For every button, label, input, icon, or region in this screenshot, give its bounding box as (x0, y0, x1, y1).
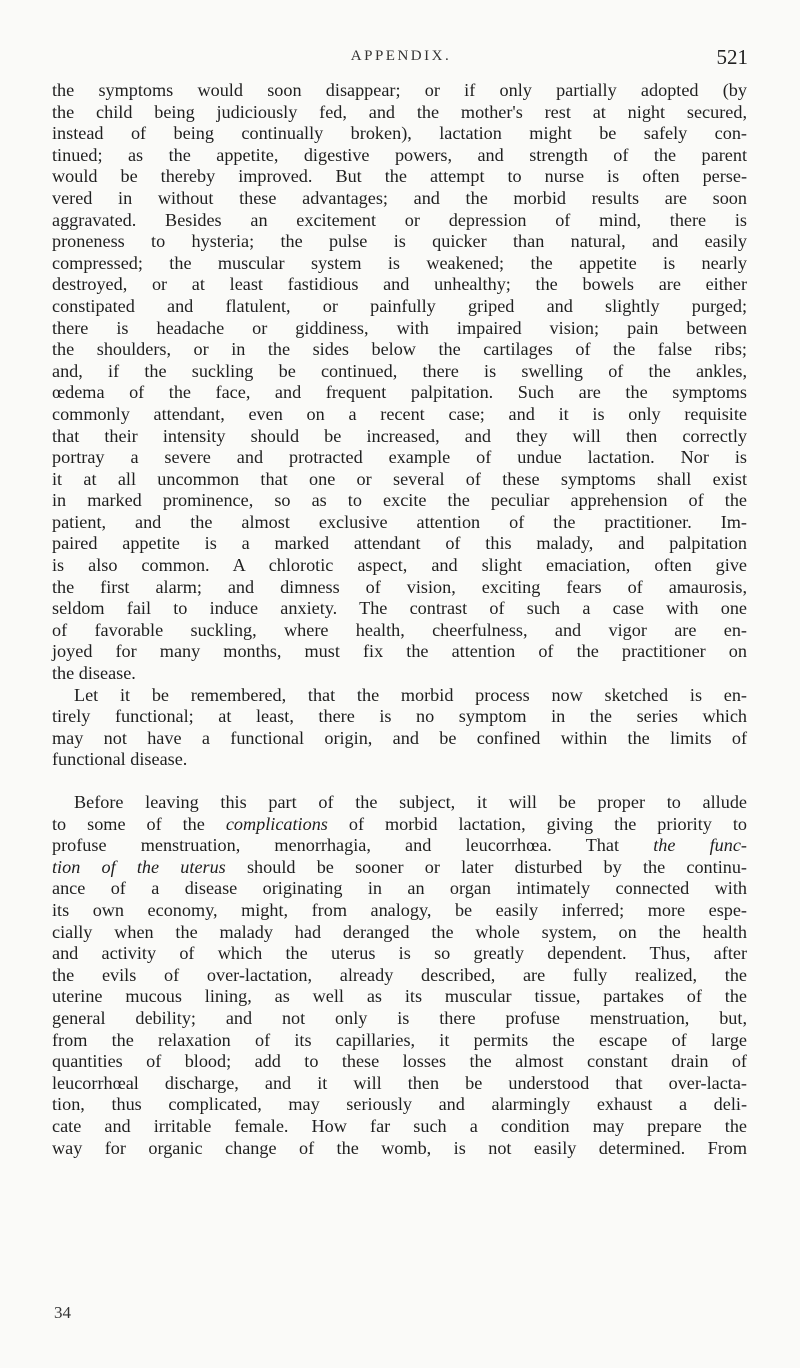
page-header (54, 45, 748, 74)
paragraph-2 (52, 685, 747, 771)
text-line: profuse menstruation, menorrhagia, and leucorrhœa. That the func- (52, 835, 747, 856)
text-line: ance of a disease originating in an organ intimately connected with (52, 878, 747, 899)
text-line: there is headache or giddiness, with impaired vision; pain between (52, 317, 747, 338)
text-line: general debility; and not only is there profuse menstruation, but, (52, 1007, 747, 1028)
text-line: is also common. A chlorotic aspect, and slight emaciation, often give (52, 555, 747, 576)
text-line: the first alarm; and dimness of vision, exciting fears of amaurosis, (52, 576, 747, 597)
text-line: quantities of blood; add to these losses the almost constant drain of (52, 1051, 747, 1072)
text-line: the evils of over-lactation, already described, are fully realized, the (52, 964, 747, 985)
text-line: and activity of which the uterus is so greatly dependent. Thus, after (52, 943, 747, 964)
emphasis: complications (225, 813, 328, 834)
text-line: would be thereby improved. But the attempt to nurse is often perse- (52, 166, 747, 187)
text-line: cate and irritable female. How far such a condition may prepare the (52, 1115, 747, 1136)
text-line: portray a severe and protracted example of undue lactation. Nor is (52, 447, 747, 468)
text-line: patient, and the almost exclusive attention of the practitioner. Im- (52, 511, 747, 532)
text-line: leucorrhœal discharge, and it will then be understood that over-lacta- (52, 1072, 747, 1093)
text-line: way for organic change of the womb, is not easily determined. From (52, 1137, 747, 1158)
text-line: the child being judiciously fed, and the mother's rest at night secured, (52, 101, 747, 122)
text-line: cially when the malady had deranged the whole system, on the health (52, 921, 747, 942)
text-line: it at all uncommon that one or several of these symptoms shall exist (52, 468, 747, 489)
text-line: compressed; the muscular system is weakened; the appetite is nearly (52, 252, 747, 273)
text-line: tinued; as the appetite, digestive powers, and strength of the parent (52, 144, 747, 165)
text-line: aggravated. Besides an excitement or depression of mind, there is (52, 209, 747, 230)
text-line: the shoulders, or in the sides below the cartilages of the false ribs; (52, 339, 747, 360)
page-number: 521 (716, 45, 748, 69)
text-line: seldom fail to induce anxiety. The contrast of such a case with one (52, 598, 747, 619)
emphasis: the func- (653, 835, 747, 856)
emphasis: tion of the uterus (52, 856, 226, 877)
running-head: APPENDIX. (350, 48, 452, 64)
text-line: Let it be remembered, that the morbid process now sketched is en- (74, 684, 747, 705)
text-line: tirely functional; at least, there is no symptom in the series which (52, 706, 747, 727)
text-line: uterine mucous lining, as well as its muscular tissue, partakes of the (52, 986, 747, 1007)
text-line: commonly attendant, even on a recent case; and it is only requisite (52, 403, 747, 424)
text-line: tion, thus complicated, may seriously and alarmingly exhaust a deli- (52, 1094, 747, 1115)
signature-mark: 34 (54, 1303, 71, 1322)
text-line: of favorable suckling, where health, cheerfulness, and vigor are en- (52, 619, 747, 640)
text-line: proneness to hysteria; the pulse is quicker than natural, and easily (52, 231, 747, 252)
text-line: instead of being continually broken), lactation might be safely con- (52, 123, 747, 144)
text-line: functional disease. (52, 749, 188, 770)
paragraph-gap (52, 771, 747, 792)
text-line: that their intensity should be increased, and they will then correctly (52, 425, 747, 446)
paragraph-3 (52, 792, 747, 1159)
body-text (52, 80, 747, 1159)
text-line: constipated and flatulent, or painfully griped and slightly purged; (52, 295, 747, 316)
text-line: Before leaving this part of the subject, it will be proper to allude (74, 792, 747, 812)
paragraph-1 (52, 80, 747, 685)
text-line: the symptoms would soon disappear; or if only partially adopted (by (52, 80, 747, 100)
text-line: from the relaxation of its capillaries, it permits the escape of large (52, 1029, 747, 1050)
text-line: tion of the uterus should be sooner or later disturbed by the continu- (52, 856, 747, 877)
text-line: vered in without these advantages; and the morbid results are soon (52, 187, 747, 208)
text-line: the disease. (52, 663, 136, 684)
text-line: its own economy, might, from analogy, be easily inferred; more espe- (52, 899, 747, 920)
text-line: destroyed, or at least fastidious and unhealthy; the bowels are either (52, 274, 747, 295)
text-line: may not have a functional origin, and be confined within the limits of (52, 727, 747, 748)
text-line: œdema of the face, and frequent palpitation. Such are the symptoms (52, 382, 747, 403)
text-line: paired appetite is a marked attendant of this malady, and palpitation (52, 533, 747, 554)
text-line: and, if the suckling be continued, there is swelling of the ankles, (52, 360, 747, 381)
text-line: in marked prominence, so as to excite the peculiar apprehension of the (52, 490, 747, 511)
text-line: to some of the complications of morbid lactation, giving the priority to (52, 813, 747, 834)
text-line: joyed for many months, must fix the attention of the practitioner on (52, 641, 747, 662)
